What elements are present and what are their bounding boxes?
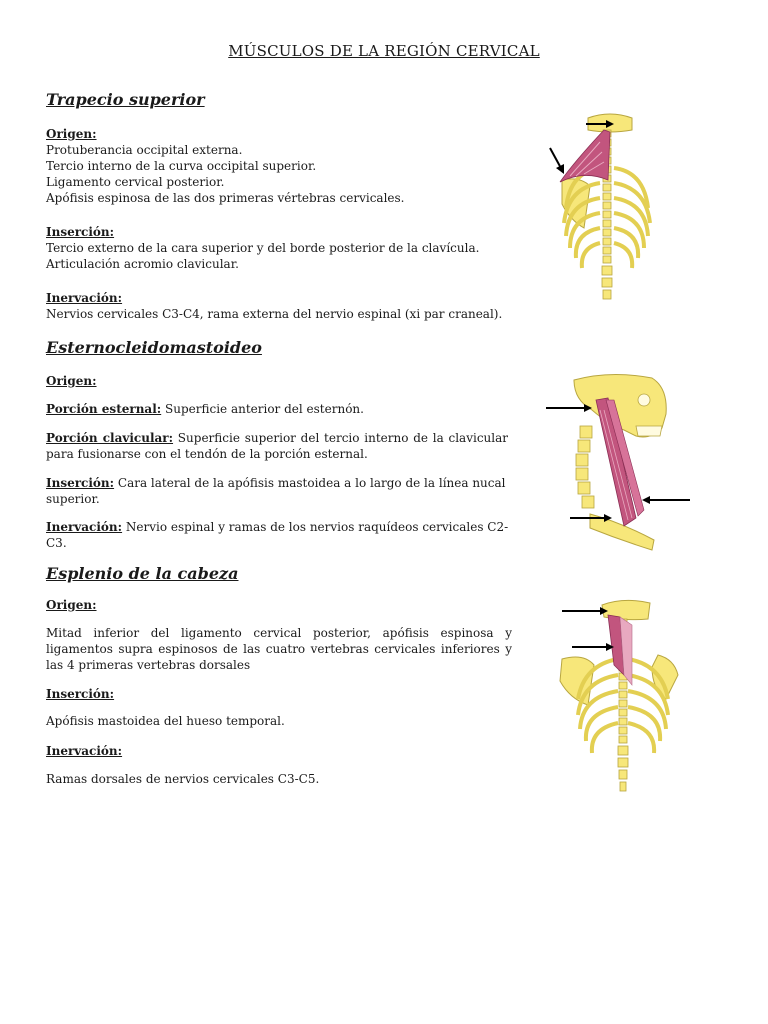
esplenio-innervation-label-block bbox=[46, 743, 516, 759]
innervation-label: Inervación: bbox=[46, 291, 123, 305]
esplenio-origin-text: Mitad inferior del ligamento cervical posterior, apófisis espinosa y ligamentos supra espinosos de las cuatro vertebras cervicales inferiores y las 4 primeras vertebras dorsales bbox=[46, 626, 512, 672]
innervation-label: Inervación: bbox=[46, 744, 123, 758]
origin-label: Origen: bbox=[46, 127, 97, 141]
origin-label: Origen: bbox=[46, 374, 97, 388]
trapecio-text-block bbox=[46, 126, 516, 206]
insertion-text: Cara lateral de la apófisis mastoidea a lo largo de la línea nucal superior. bbox=[46, 476, 506, 506]
insertion-label: Inserción: bbox=[46, 687, 115, 701]
trapecio-insertion-block bbox=[46, 224, 516, 272]
origin-line: Tercio interno de la curva occipital superior. bbox=[46, 159, 317, 173]
trapecio-innervation-block bbox=[46, 290, 526, 322]
innervation-label: Inervación: bbox=[46, 520, 123, 534]
sternocleidomastoid-anatomy-illustration bbox=[540, 370, 700, 555]
section-title-trapecio: Trapecio superior bbox=[46, 90, 205, 109]
esterno-origin-label-block bbox=[46, 373, 516, 389]
origin-line: Protuberancia occipital externa. bbox=[46, 143, 243, 157]
origin-line: Ligamento cervical posterior. bbox=[46, 175, 225, 189]
splenius-capitis-anatomy-illustration bbox=[548, 595, 683, 795]
esterno-insertion bbox=[46, 475, 514, 507]
sternal-label: Porción esternal: bbox=[46, 402, 162, 416]
page-title: MÚSCULOS DE LA REGIÓN CERVICAL bbox=[228, 42, 540, 60]
clavicular-text: Superficie superior del tercio interno de la clavicular para fusionarse con el tendón de la porción esternal. bbox=[46, 431, 508, 461]
insertion-label: Inserción: bbox=[46, 476, 115, 490]
insertion-label: Inserción: bbox=[46, 225, 115, 239]
clavicular-label: Porción clavicular: bbox=[46, 431, 174, 445]
esplenio-origin-label-block bbox=[46, 597, 516, 613]
esterno-innervation bbox=[46, 519, 518, 551]
esplenio-innervation-text: Ramas dorsales de nervios cervicales C3-C5. bbox=[46, 772, 320, 786]
innervation-text: Nervio espinal y ramas de los nervios raquídeos cervicales C2-C3. bbox=[46, 520, 509, 550]
clavicular-portion bbox=[46, 430, 508, 462]
esplenio-insertion-label-block bbox=[46, 686, 516, 702]
sternal-portion bbox=[46, 401, 516, 417]
insertion-line: Articulación acromio clavicular. bbox=[46, 257, 239, 271]
trapezius-anatomy-illustration bbox=[540, 108, 660, 303]
esplenio-insertion-text: Apófisis mastoidea del hueso temporal. bbox=[46, 714, 285, 728]
origin-label: Origen: bbox=[46, 598, 97, 612]
origin-line: Apófisis espinosa de las dos primeras vértebras cervicales. bbox=[46, 191, 405, 205]
section-title-esplenio: Esplenio de la cabeza bbox=[46, 564, 239, 583]
sternal-text: Superficie anterior del esternón. bbox=[161, 402, 364, 416]
section-title-esternocleidomastoideo: Esternocleidomastoideo bbox=[46, 338, 262, 357]
insertion-line: Tercio externo de la cara superior y del borde posterior de la clavícula. bbox=[46, 241, 480, 255]
innervation-line: Nervios cervicales C3-C4, rama externa del nervio espinal (xi par craneal). bbox=[46, 307, 503, 321]
